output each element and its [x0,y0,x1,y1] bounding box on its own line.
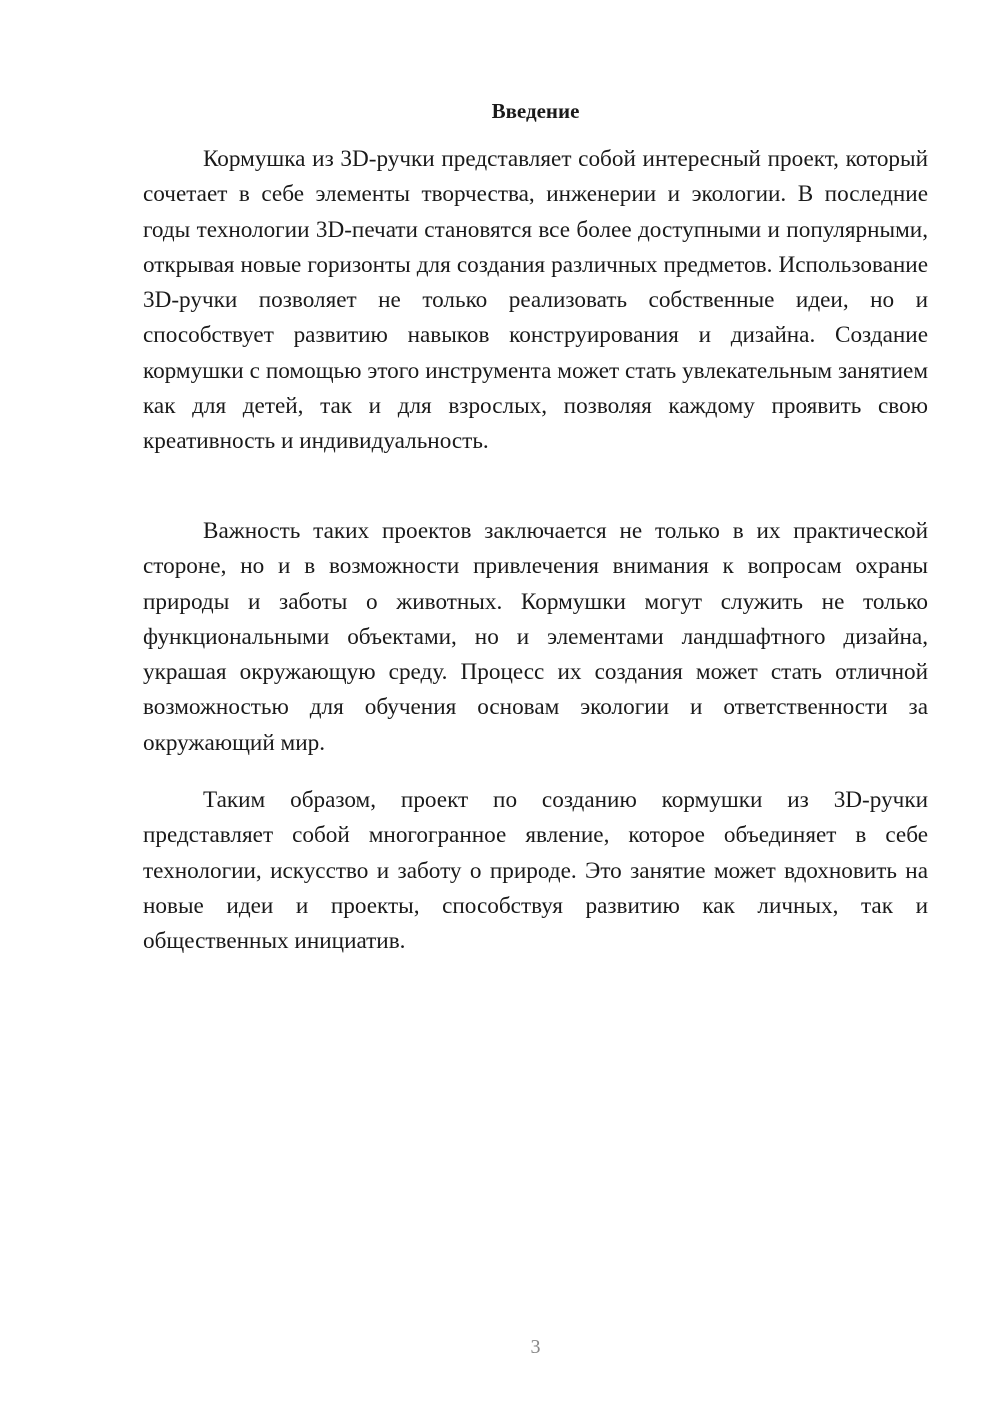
paragraph-1: Кормушка из 3D-ручки представляет собой интересный проект, который сочетает в себе элементы творчества, инженерии и экологии. В последние годы технологии 3D-печати становятся все более доступными и популярными, открывая новые горизонты для создания различных предметов. Использование 3D-ручки позволяет не только реализовать собственные идеи, но и способствует развитию навыков конструирования и дизайна. Создание кормушки с помощью этого инструмента может стать увлекательным занятием как для детей, так и для взрослых, позволяя каждому проявить свою креативность и индивидуальность. [143,146,928,455]
paragraph-2: Важность таких проектов заключается не только в их практической стороне, но и в возможности привлечения внимания к вопросам охраны природы и заботы о животных. Кормушки могут служить не только функциональными объектами, но и элементами ландшафтного дизайна, украшая окружающую среду. Процесс их создания может стать отличной возможностью для обучения основам экологии и ответственности за окружающий мир. [143,518,928,756]
page-number: 3 [530,1336,541,1358]
paragraph-3: Таким образом, проект по созданию кормушки из 3D-ручки представляет собой многогранное явление, которое объединяет в себе технологии, искусство и заботу о природе. Это занятие может вдохновить на новые идеи и проекты, способствуя развитию как личных, так и общественных инициатив. [143,787,928,955]
page-title: Введение [491,99,580,123]
